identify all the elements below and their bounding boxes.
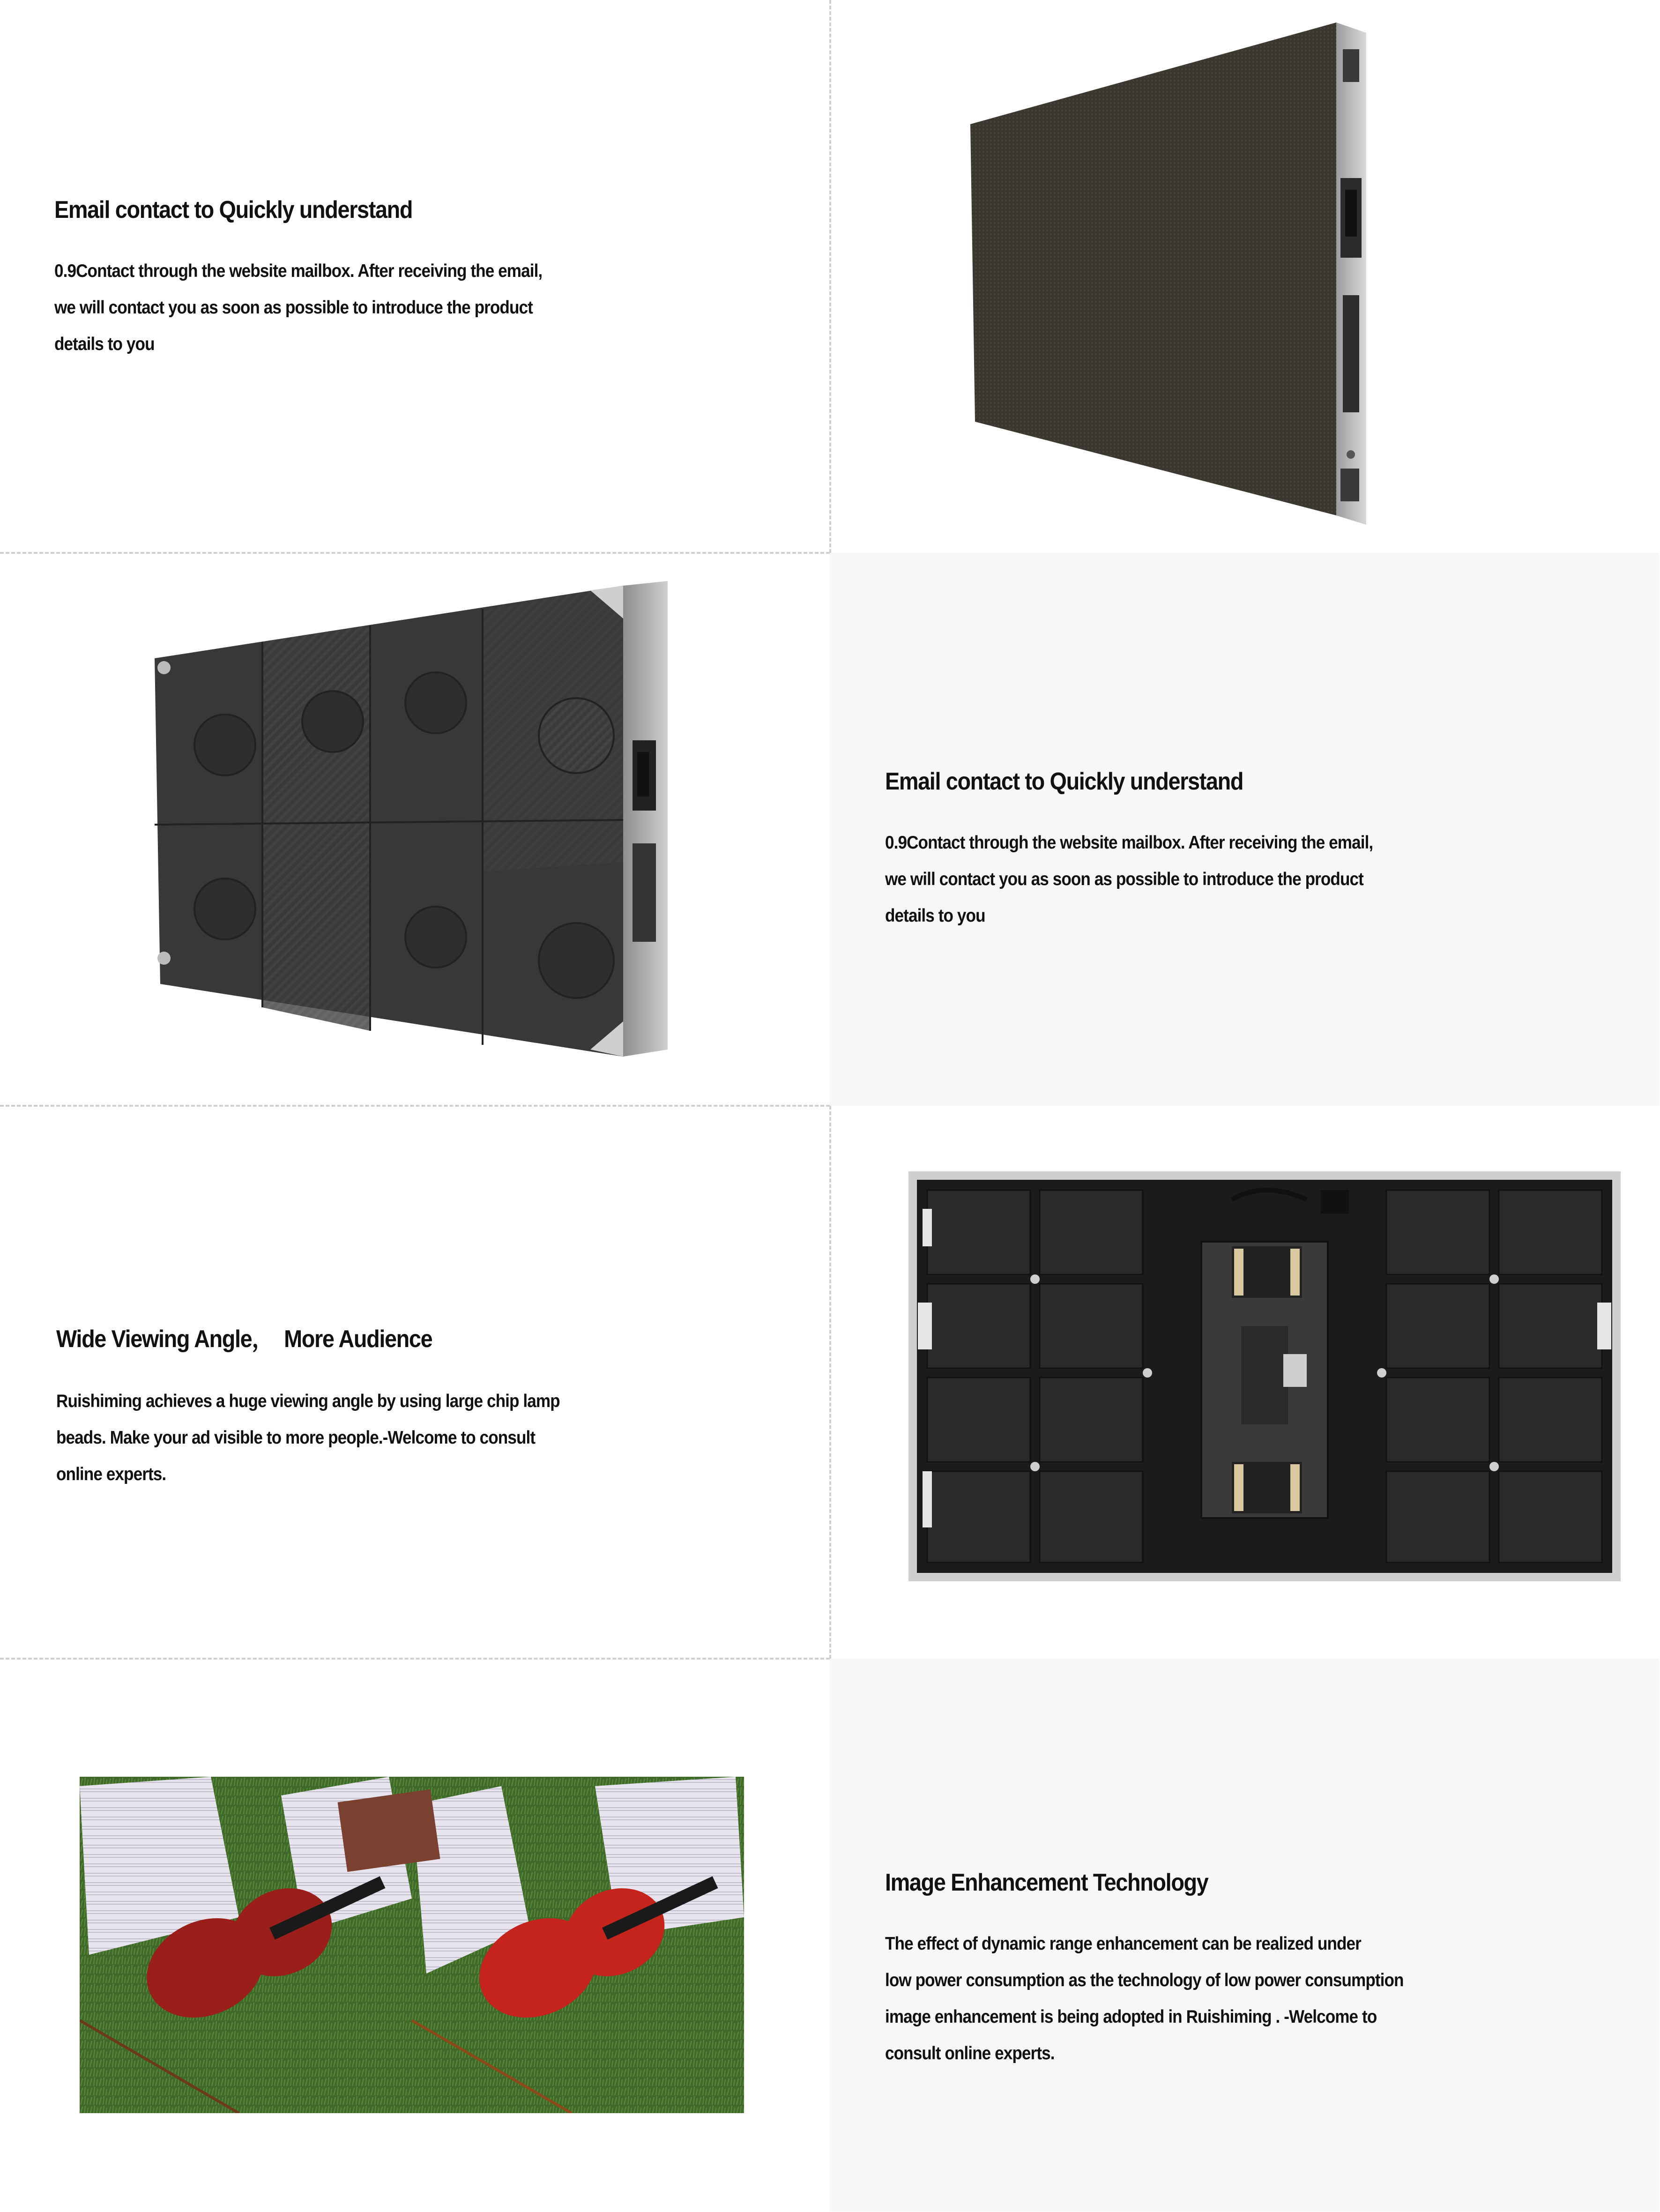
feature-image-panel [830, 0, 1660, 553]
feature-image-panel [0, 553, 830, 1106]
horizontal-divider [0, 1105, 830, 1107]
feature-text [885, 1869, 1461, 2072]
feature-description [54, 253, 542, 363]
feature-title: Email contact to Quickly understand [885, 768, 1243, 795]
horizontal-divider [0, 1658, 830, 1660]
description-line: we will contact you as soon as possible to introduce the product [54, 298, 533, 318]
feature-row-2 [0, 553, 1660, 1106]
feature-image-panel [830, 1106, 1660, 1659]
feature-text-panel [830, 553, 1660, 1106]
feature-title: Image Enhancement Technology [885, 1869, 1208, 1896]
description-line: we will contact you as soon as possible to introduce the product [885, 869, 1363, 889]
vertical-divider [829, 0, 831, 553]
feature-text [885, 767, 1427, 934]
feature-text-panel [0, 1106, 830, 1659]
description-line: beads. Make your ad visible to more people.-Welcome to consult [56, 1428, 536, 1448]
description-line: Ruishiming achieves a huge viewing angle by using large chip lamp [56, 1391, 560, 1411]
feature-text [54, 196, 596, 363]
feature-text-panel [0, 0, 830, 553]
led-panel-back-puzzle-image [155, 581, 675, 1059]
feature-image-panel [0, 1659, 830, 2212]
violin-image-enhancement-comparison [80, 1777, 744, 2113]
description-line: consult online experts. [885, 2043, 1055, 2063]
description-line: online experts. [56, 1464, 166, 1484]
feature-title: Wide Viewing Angle， More Audience [56, 1326, 432, 1353]
description-line: low power consumption as the technology of low power consumption [885, 1970, 1404, 1990]
feature-title: Email contact to Quickly understand [54, 196, 413, 223]
description-line: The effect of dynamic range enhancement can be realized under [885, 1934, 1361, 1954]
led-panel-front-image [970, 19, 1373, 534]
description-line: 0.9Contact through the website mailbox. After receiving the email, [885, 833, 1373, 853]
led-cabinet-rear-image [908, 1171, 1621, 1581]
horizontal-divider [0, 552, 830, 554]
feature-description [885, 1926, 1404, 2072]
feature-description [56, 1383, 560, 1493]
description-line: 0.9Contact through the website mailbox. After receiving the email, [54, 261, 543, 281]
description-line: details to you [885, 906, 985, 926]
feature-row-4 [0, 1659, 1660, 2212]
description-line: details to you [54, 334, 155, 354]
feature-text-panel [830, 1659, 1660, 2212]
feature-description [885, 825, 1373, 934]
feature-text [56, 1319, 616, 1493]
vertical-divider [829, 1106, 831, 1659]
description-line: image enhancement is being adopted in Ruishiming . -Welcome to [885, 2007, 1377, 2027]
